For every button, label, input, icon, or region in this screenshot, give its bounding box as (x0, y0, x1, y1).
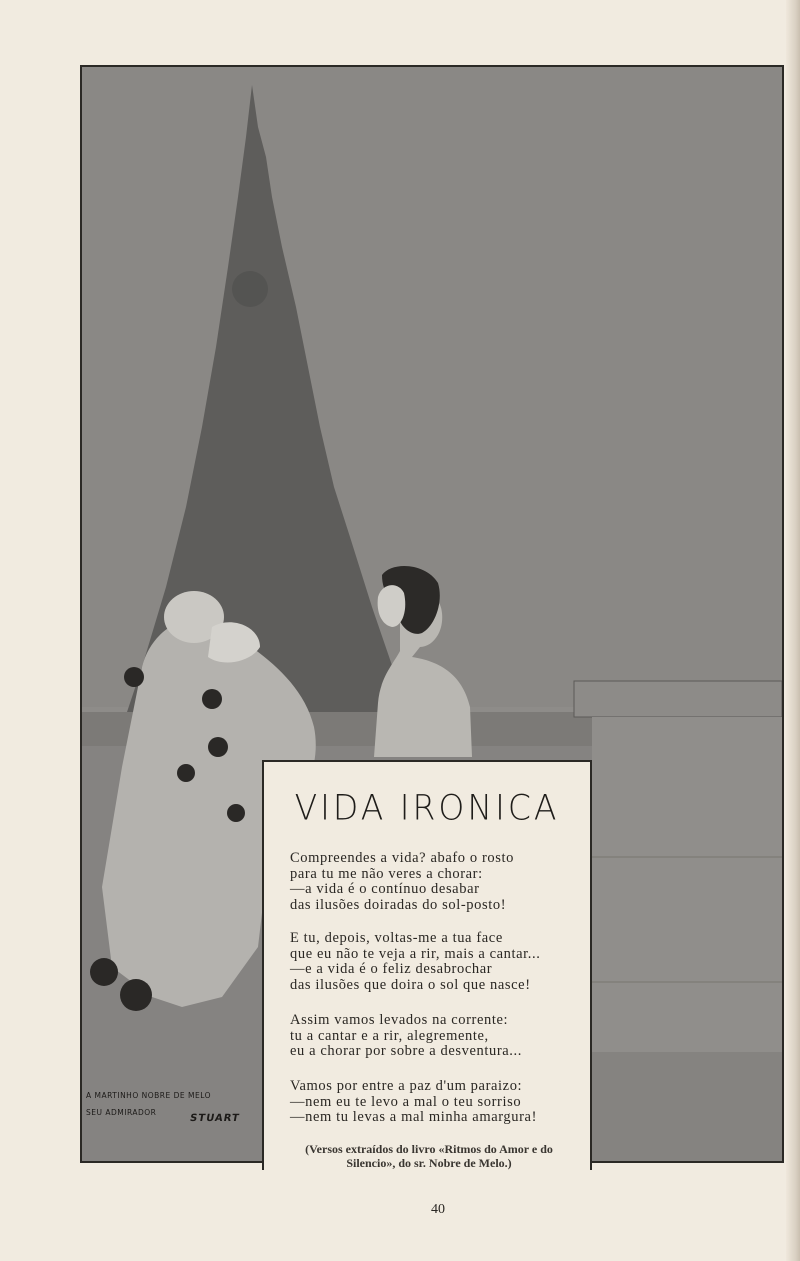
page-number: 40 (431, 1202, 445, 1217)
stanza-4 (290, 1079, 580, 1126)
poem-line: E tu, depois, voltas-me a tua face (290, 930, 503, 946)
poem-line: das ilusões que doira o sol que nasce! (290, 976, 531, 993)
stanza-2 (290, 931, 580, 993)
poem-line: —nem tu levas a mal minha amargura! (290, 1109, 538, 1126)
poem-title: VIDA IRONICA (294, 787, 560, 828)
poem-panel (262, 760, 592, 1170)
poem-line: tu a cantar e a rir, alegremente, (290, 1027, 489, 1044)
stanza-1 (290, 851, 580, 913)
poem-line: para tu me não veres a chorar: (290, 865, 483, 882)
stanza-3 (290, 1013, 580, 1060)
building-roof (574, 681, 782, 717)
source-credit (274, 1142, 584, 1170)
credit-line-1: (Versos extraídos do livro «Ritmos do Amor e do (305, 1142, 553, 1156)
poem-line: —e a vida é o feliz desabrochar (290, 961, 493, 978)
artist-signature: STUART (189, 1113, 241, 1124)
poem-line: Assim vamos levados na corrente: (290, 1012, 509, 1028)
poem-line: eu a chorar por sobre a desventura... (290, 1043, 522, 1060)
poem-line: —a vida é o contínuo desabar (290, 881, 480, 898)
poem-line: Vamos por entre a paz d'um paraizo: (290, 1078, 523, 1094)
poem-line: Compreendes a vida? abafo o rosto (290, 850, 514, 866)
poem-line: que eu não te veja a rir, mais a cantar... (290, 945, 541, 962)
moon-shadow (232, 271, 268, 307)
poem-line: —nem eu te levo a mal o teu sorriso (290, 1093, 522, 1110)
dedication-line-2: SEU ADMIRADOR (86, 1108, 157, 1117)
page-edge (786, 0, 800, 1261)
credit-line-2: Silencio», do sr. Nobre de Melo.) (346, 1156, 512, 1170)
dedication-line-1: A MARTINHO NOBRE DE MELO (86, 1091, 212, 1100)
poem-line: das ilusões doiradas do sol-posto! (290, 896, 507, 913)
